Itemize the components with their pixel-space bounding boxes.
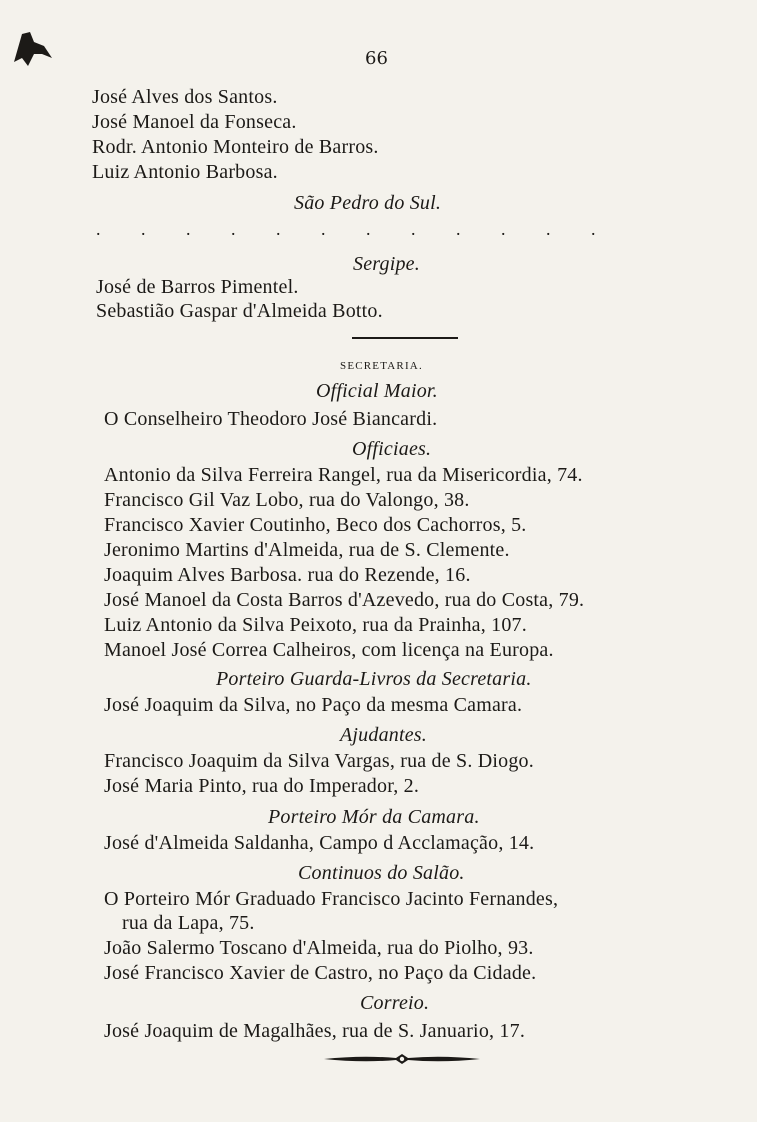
entry-line: O Porteiro Mór Graduado Francisco Jacinto Fernandes, (104, 888, 559, 910)
section-heading: Sergipe. (353, 253, 420, 275)
entry-line: Antonio da Silva Ferreira Rangel, rua da Misericordia, 74. (104, 464, 583, 486)
divider-rule (352, 337, 458, 339)
entry-line: Francisco Gil Vaz Lobo, rua do Valongo, 38. (104, 489, 470, 511)
entry-line: José Francisco Xavier de Castro, no Paço da Cidade. (104, 962, 537, 984)
entry-line-continued: rua da Lapa, 75. (122, 912, 255, 934)
entry-line: José Alves dos Santos. (92, 86, 278, 108)
section-heading: Porteiro Mór da Camara. (268, 806, 480, 828)
entry-line: José de Barros Pimentel. (96, 276, 299, 298)
entry-line: José Maria Pinto, rua do Imperador, 2. (104, 775, 420, 797)
entry-line: Sebastião Gaspar d'Almeida Botto. (96, 300, 383, 322)
entry-line: Francisco Joaquim da Silva Vargas, rua de S. Diogo. (104, 750, 534, 772)
section-heading: Official Maior. (316, 380, 438, 402)
entry-line: Francisco Xavier Coutinho, Beco dos Cachorros, 5. (104, 514, 527, 536)
section-heading: Continuos do Salão. (298, 862, 465, 884)
entry-line: Rodr. Antonio Monteiro de Barros. (92, 136, 379, 158)
section-heading: São Pedro do Sul. (294, 192, 442, 214)
entry-line: José Joaquim da Silva, no Paço da mesma Camara. (104, 694, 523, 716)
entry-line: Luiz Antonio Barbosa. (92, 161, 278, 183)
page-number: 66 (365, 48, 388, 69)
entry-line: Joaquim Alves Barbosa. rua do Rezende, 16. (104, 564, 471, 586)
entry-line: João Salermo Toscano d'Almeida, rua do Piolho, 93. (104, 937, 534, 959)
section-heading: Officiaes. (352, 438, 432, 460)
ink-blot-mark (8, 24, 54, 70)
entry-line: Manoel José Correa Calheiros, com licença na Europa. (104, 639, 554, 661)
entry-line: Jeronimo Martins d'Almeida, rua de S. Clemente. (104, 539, 510, 561)
entry-line: José d'Almeida Saldanha, Campo d Acclamação, 14. (104, 832, 535, 854)
entry-line: O Conselheiro Theodoro José Biancardi. (104, 408, 438, 430)
entry-line: José Manoel da Fonseca. (92, 111, 297, 133)
end-ornament-rule (322, 1052, 482, 1066)
section-heading: SECRETARIA. (340, 360, 423, 372)
entry-line: José Joaquim de Magalhães, rua de S. Januario, 17. (104, 1020, 526, 1042)
ellipsis-dots: . . . . . . . . . . . . (96, 219, 614, 239)
section-heading: Ajudantes. (340, 724, 427, 746)
section-heading: Correio. (360, 992, 430, 1014)
entry-line: José Manoel da Costa Barros d'Azevedo, rua do Costa, 79. (104, 589, 585, 611)
entry-line: Luiz Antonio da Silva Peixoto, rua da Prainha, 107. (104, 614, 527, 636)
section-heading: Porteiro Guarda-Livros da Secretaria. (216, 668, 532, 690)
